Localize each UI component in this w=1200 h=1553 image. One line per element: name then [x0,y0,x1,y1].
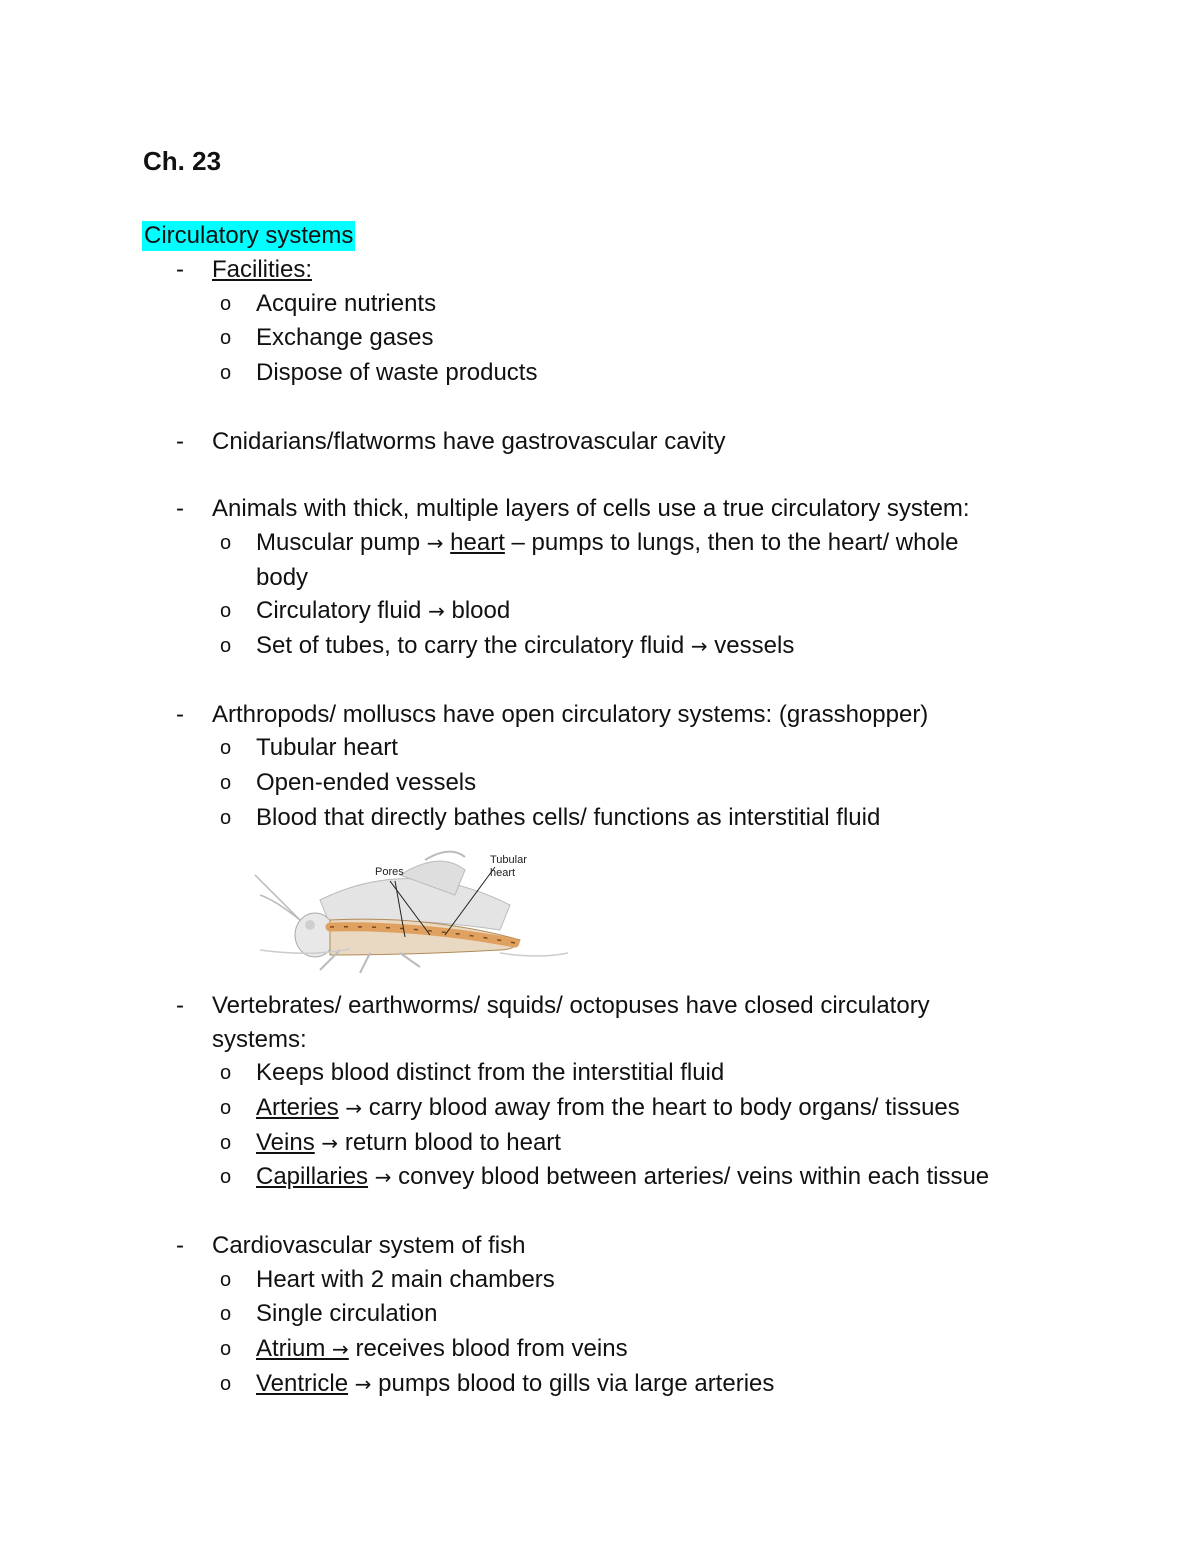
item-text: pumps blood to gills via large arteries [371,1370,775,1397]
arrow-icon: → [332,1337,349,1361]
list-item: Exchange gases [256,324,434,351]
item-text: blood [444,597,511,624]
chapter-title: Ch. 23 [143,146,222,176]
item-text: return blood to heart [338,1129,561,1156]
item-text: receives blood from veins [348,1335,628,1362]
circle-bullet: o [220,1338,232,1360]
list-item [256,1128,561,1158]
list-item: Open-ended vessels [256,769,477,796]
item-text: – pumps to lungs, then to the heart/ whole [504,529,959,556]
dash-bullet: - [176,495,184,522]
circle-bullet: o [220,1062,232,1084]
item-text: vessels [707,632,795,659]
term-ventricle: Ventricle [256,1370,349,1397]
circle-bullet: o [220,1097,232,1119]
list-item-continuation: body [256,564,309,591]
eye-shape [305,920,315,930]
list-item: Dispose of waste products [256,359,538,386]
grasshopper-figure [250,845,580,975]
circle-bullet: o [220,362,232,384]
antenna [255,875,300,920]
list-item: Acquire nutrients [256,290,437,317]
circle-bullet: o [220,737,232,759]
pores-label: Pores [375,866,404,878]
circle-bullet: o [220,327,232,349]
list-item: Heart with 2 main chambers [256,1266,555,1293]
list-item [256,1334,628,1364]
term-atrium [256,1335,349,1362]
dash-bullet: - [176,992,184,1019]
circle-bullet: o [220,1166,232,1188]
term-heart: heart [450,529,505,556]
arrow-icon: → [374,1165,392,1189]
cnidarians-line: Cnidarians/flatworms have gastrovascular cavity [212,428,726,455]
circle-bullet: o [220,293,232,315]
circle-bullet: o [220,1303,232,1325]
list-item [256,528,959,558]
closed-system-heading-cont: systems: [212,1026,307,1053]
arrow-icon: → [690,634,708,658]
list-item: Single circulation [256,1300,438,1327]
circle-bullet: o [220,807,232,829]
dash-bullet: - [176,256,184,283]
list-item [256,1162,989,1192]
term-capillaries: Capillaries [256,1163,369,1190]
circle-bullet: o [220,1269,232,1291]
arrow-icon: → [426,531,444,555]
list-item [256,1369,774,1399]
heart-label-line2: heart [490,867,516,879]
list-item [256,1093,960,1123]
item-text: carry blood away from the heart to body organs/ tissues [362,1094,960,1121]
list-item [256,596,510,626]
circle-bullet: o [220,635,232,657]
open-system-heading: Arthropods/ molluscs have open circulatory systems: (grasshopper) [212,701,929,728]
fish-heading: Cardiovascular system of fish [212,1232,526,1259]
heart-label-line1: Tubular [490,854,527,866]
dash-bullet: - [176,428,184,455]
section-heading: Circulatory systems [144,222,354,249]
tail-line [500,953,568,956]
item-text: Muscular pump [256,529,427,556]
circle-bullet: o [220,1132,232,1154]
arrow-icon: → [345,1096,363,1120]
antenna [260,895,300,920]
term-veins: Veins [256,1129,315,1156]
leg-line [425,852,465,860]
head-shape [295,913,335,957]
circle-bullet: o [220,1373,232,1395]
circle-bullet: o [220,772,232,794]
circle-bullet: o [220,532,232,554]
term-arteries: Arteries [256,1094,339,1121]
list-item [256,631,794,661]
arrow-icon: → [428,599,445,623]
list-item: Tubular heart [256,734,398,761]
list-item: Keeps blood distinct from the interstitial fluid [256,1059,725,1086]
arrow-icon: → [354,1372,372,1396]
item-text: convey blood between arteries/ veins within each tissue [391,1163,990,1190]
list-item: Blood that directly bathes cells/ functions as interstitial fluid [256,804,881,831]
arrow-icon: → [321,1131,339,1155]
dash-bullet: - [176,1232,184,1259]
facilities-heading: Facilities: [212,256,313,283]
closed-system-heading: Vertebrates/ earthworms/ squids/ octopuses have closed circulatory [212,992,930,1019]
true-system-heading: Animals with thick, multiple layers of cells use a true circulatory system: [212,495,970,522]
circle-bullet: o [220,600,232,622]
term-atrium-text: Atrium [256,1335,333,1362]
item-text: Set of tubes, to carry the circulatory fluid [256,632,691,659]
dash-bullet: - [176,701,184,728]
item-text: Circulatory fluid [256,597,429,624]
